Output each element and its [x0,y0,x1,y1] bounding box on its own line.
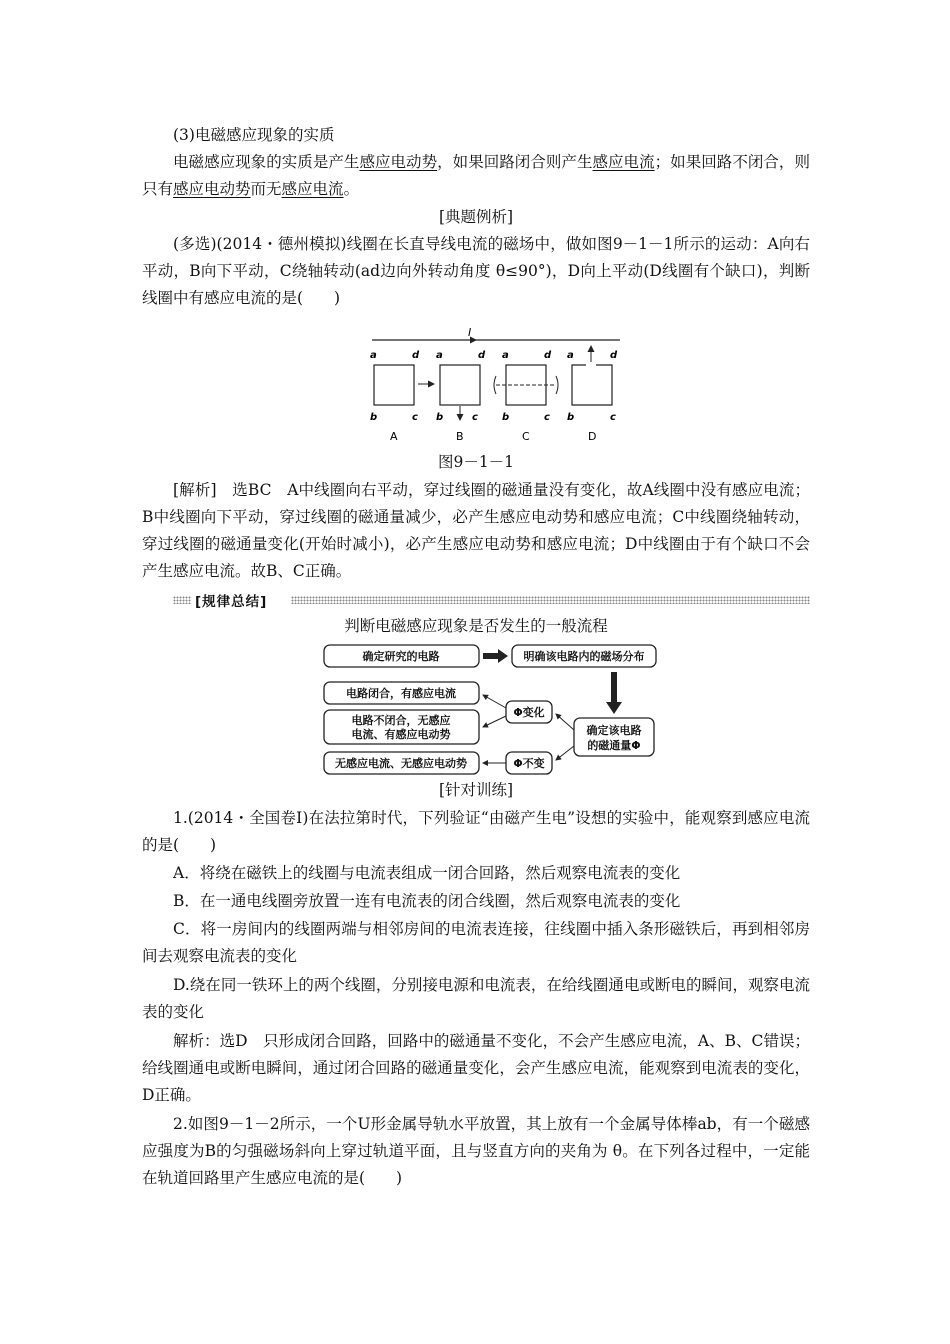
example-question: (多选)(2014・德州模拟)线圈在长直导线电流的磁场中，做如图9－1－1所示的运动：A向右平动，B向下平动，C绕轴转动(ad边向外转动角度 θ≤90°)，D向上平动(D线圈有个缺口)，判断线圈中有感应电流的是( ) [142,235,810,307]
flow-arrow [483,716,506,727]
coil-a [374,365,414,405]
flow-text: 明确该电路内的磁场分布 [523,650,645,663]
flowchart [320,640,660,780]
q1-stem: 1.(2014・全国卷Ⅰ)在法拉第时代，下列验证“由磁产生电”设想的实验中，能观察到感应电流的是( ) [142,809,810,854]
text-run: ，如果回路闭合则产生 [437,153,593,171]
panel-label: D [588,430,597,443]
corner-label: b [567,412,575,423]
corner-label: b [436,412,444,423]
flow-text: 电路闭合，有感应电流 [346,687,456,700]
example-heading: [典题例析] [438,208,514,226]
coil-motion-figure [360,326,630,452]
corner-label: a [502,350,509,361]
flow-text: 电路不闭合，无感应 [351,714,451,727]
panel-label: A [390,430,398,443]
text-run: 。 [343,180,360,198]
current-label: I [468,326,472,339]
flow-text: 无感应电流、无感应电动势 [335,757,467,770]
underlined-term: 感应电流 [281,180,344,198]
flow-text: 电流、有感应电动势 [351,728,451,741]
dot-pattern [291,596,810,604]
corner-label: a [436,350,443,361]
flow-text: 确定该电路 [586,724,642,737]
corner-label: d [478,350,486,361]
training-heading: [针对训练] [438,781,514,799]
corner-label: d [544,350,552,361]
underlined-term: 感应电动势 [173,180,251,198]
flow-arrow [556,714,574,730]
corner-label: b [502,412,510,423]
q1-option-c: C．将一房间内的线圈两端与相邻房间的电流表连接，往线圈中插入条形磁铁后，再到相邻房间去观察电流表的变化 [142,920,810,965]
coil-b [440,365,480,405]
flow-text: Φ变化 [513,706,545,719]
corner-label: b [370,412,378,423]
coil-d [572,365,612,405]
corner-label: c [610,412,616,423]
q2-stem: 2.如图9－1－2所示，一个U形金属导轨水平放置，其上放有一个金属导体棒ab，有一个磁感应强度为B的匀强磁场斜向上穿过轨道平面，且与竖直方向的夹角为 θ。在下列各过程中，一定能在轨道回路里产生感应电流的是( ) [142,1115,810,1187]
underlined-term: 感应电动势 [359,153,438,171]
figure-caption: 图9－1－1 [437,453,515,471]
flow-arrow-right [483,649,508,663]
corner-label: d [412,350,420,361]
summary-label: [规律总结] [191,590,271,610]
summary-bar [173,592,810,608]
q1-option-b: B．在一通电线圈旁放置一连有电流表的闭合线圈，然后观察电流表的变化 [173,892,681,910]
dot-pattern [173,596,191,604]
corner-label: a [370,350,377,361]
text-run: 电磁感应现象的实质是产生 [173,153,360,171]
corner-label: d [610,350,618,361]
flow-arrow-down [606,672,622,714]
underlined-term: 感应电流 [592,153,655,171]
corner-label: c [412,412,418,423]
flow-arrow [483,695,506,708]
text-run: 而无 [250,180,282,198]
panel-label: C [522,430,530,443]
flow-text: 的磁通量Φ [587,739,641,752]
section-paragraph [142,149,810,203]
flow-text: 确定研究的电路 [362,650,440,663]
panel-label: B [456,430,464,443]
q1-option-a: A．将绕在磁铁上的线圈与电流表组成一闭合回路，然后观察电流表的变化 [173,864,681,882]
section-heading: (3)电磁感应现象的实质 [173,126,335,144]
flow-text: Φ不变 [513,757,545,770]
rotation-arrow-right [556,376,558,394]
text-run: ；如果回路不闭合，则只有 [142,153,810,198]
corner-label: c [472,412,478,423]
rotation-arrow-left [494,376,496,394]
corner-label: c [544,412,550,423]
corner-label: a [567,350,574,361]
q1-answer: 解析：选D 只形成闭合回路，回路中的磁通量不变化，不会产生感应电流，A、B、C错误；给线圈通电或断电瞬间，通过闭合回路的磁通量变化，会产生感应电流，能观察到电流表的变化，D正确。 [142,1032,810,1104]
q1-option-d: D.绕在同一铁环上的两个线圈，分别接电源和电流表，在给线圈通电或断电的瞬间，观察电流表的变化 [142,976,810,1021]
example-analysis: [解析] 选BC A中线圈向右平动，穿过线圈的磁通量没有变化，故A线圈中没有感应电流；B中线圈向下平动，穿过线圈的磁通量减少，必产生感应电动势和感应电流；C中线圈绕轴转动，穿过线圈的磁通量变化(开始时减小)，必产生感应电动势和感应电流；D中线圈由于有个缺口不会产生感应电流。故B、C正确。 [142,481,810,580]
flow-title: 判断电磁感应现象是否发生的一般流程 [344,617,608,635]
flow-arrow [556,746,574,760]
